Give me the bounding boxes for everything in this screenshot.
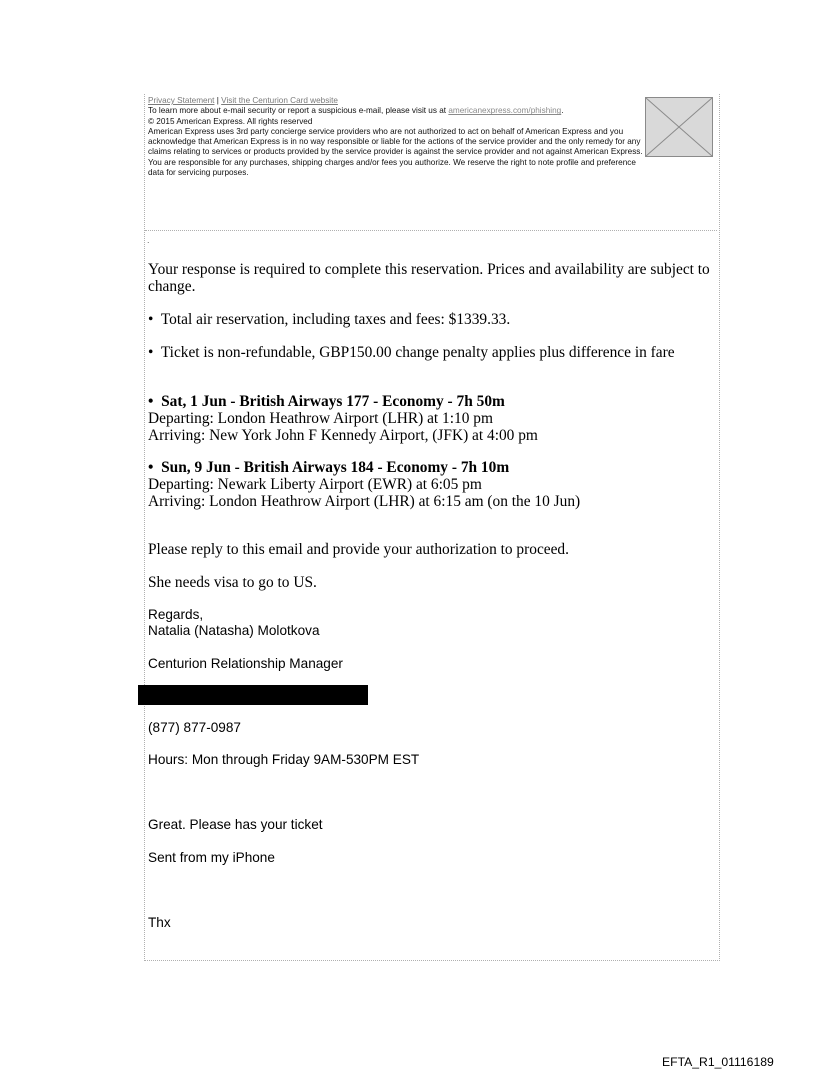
- phishing-link[interactable]: americanexpress.com/phishing: [448, 106, 562, 116]
- bullet: •: [148, 311, 154, 328]
- flight-1: [148, 393, 718, 444]
- flight-2-arriving: Arriving: London Heathrow Airport (LHR) at 6:15 am (on the 10 Jun): [148, 493, 581, 510]
- security-end: .: [561, 106, 564, 116]
- total-line: [148, 311, 718, 328]
- ticket-line: [148, 344, 718, 361]
- security-text: To learn more about e-mail security or report a suspicious e-mail, please visit us at: [148, 106, 447, 116]
- flight-1-departing: Departing: London Heathrow Airport (LHR) at 1:10 pm: [148, 410, 493, 427]
- visa-note: She needs visa to go to US.: [148, 574, 317, 591]
- total-text: Total air reservation, including taxes and fees: $1339.33.: [160, 311, 511, 328]
- flight-2-header: [148, 459, 718, 476]
- sender-name: Natalia (Natasha) Molotkova: [148, 623, 320, 638]
- disclaimer: American Express uses 3rd party concierge service providers who are not authorized to act on behalf of American Express and you acknowledge that American Express is in no way responsible or liable for the actions of the service provider and the only remedy for any claims relating to services or products provided by the service provider is against the service provider and not against American Express. You are responsible for any purchases, shipping charges and/or fees you authorize. We reserve the right to note profile and preference data for servicing purposes.: [148, 126, 643, 178]
- flight-2: [148, 459, 718, 510]
- reply-line: Great. Please has your ticket: [148, 817, 323, 832]
- reply-request: Please reply to this email and provide your authorization to proceed.: [148, 541, 569, 558]
- footer-links: [148, 96, 643, 106]
- privacy-statement-link[interactable]: Privacy Statement: [148, 96, 215, 105]
- signature-block: [148, 607, 718, 639]
- redaction-bar: [138, 685, 368, 705]
- broken-image-icon: [645, 97, 713, 157]
- sender-title: Centurion Relationship Manager: [148, 656, 343, 671]
- office-hours: Hours: Mon through Friday 9AM-530PM EST: [148, 752, 420, 767]
- bullet: •: [148, 459, 154, 476]
- email-frame: [144, 94, 720, 961]
- flight-1-title: Sat, 1 Jun - British Airways 177 - Economy - 7h 50m: [161, 393, 505, 410]
- ticket-text: Ticket is non-refundable, GBP150.00 change penalty applies plus difference in fare: [160, 344, 675, 361]
- stray-dot: .: [147, 235, 150, 245]
- copyright: © 2015 American Express. All rights reserved: [148, 116, 313, 126]
- bullet: •: [148, 344, 154, 361]
- amex-footer: [145, 94, 717, 231]
- document-id: EFTA_R1_01116189: [662, 1055, 774, 1069]
- link-separator: |: [216, 96, 219, 105]
- sent-from: Sent from my iPhone: [148, 850, 275, 865]
- flight-2-departing: Departing: Newark Liberty Airport (EWR) at 6:05 pm: [148, 476, 482, 493]
- phone-number: (877) 877-0987: [148, 720, 241, 735]
- footer-text: [148, 96, 643, 178]
- flight-1-arriving: Arriving: New York John F Kennedy Airport, (JFK) at 4:00 pm: [148, 427, 538, 444]
- regards: Regards,: [148, 607, 204, 622]
- thanks: Thx: [148, 915, 171, 930]
- centurion-website-link[interactable]: Visit the Centurion Card website: [221, 96, 338, 105]
- flight-1-header: [148, 393, 718, 410]
- security-notice: [148, 106, 643, 116]
- bullet: •: [148, 393, 154, 410]
- flight-2-title: Sun, 9 Jun - British Airways 184 - Economy - 7h 10m: [161, 459, 510, 476]
- intro-paragraph: Your response is required to complete this reservation. Prices and availability are subject to change.: [148, 261, 710, 295]
